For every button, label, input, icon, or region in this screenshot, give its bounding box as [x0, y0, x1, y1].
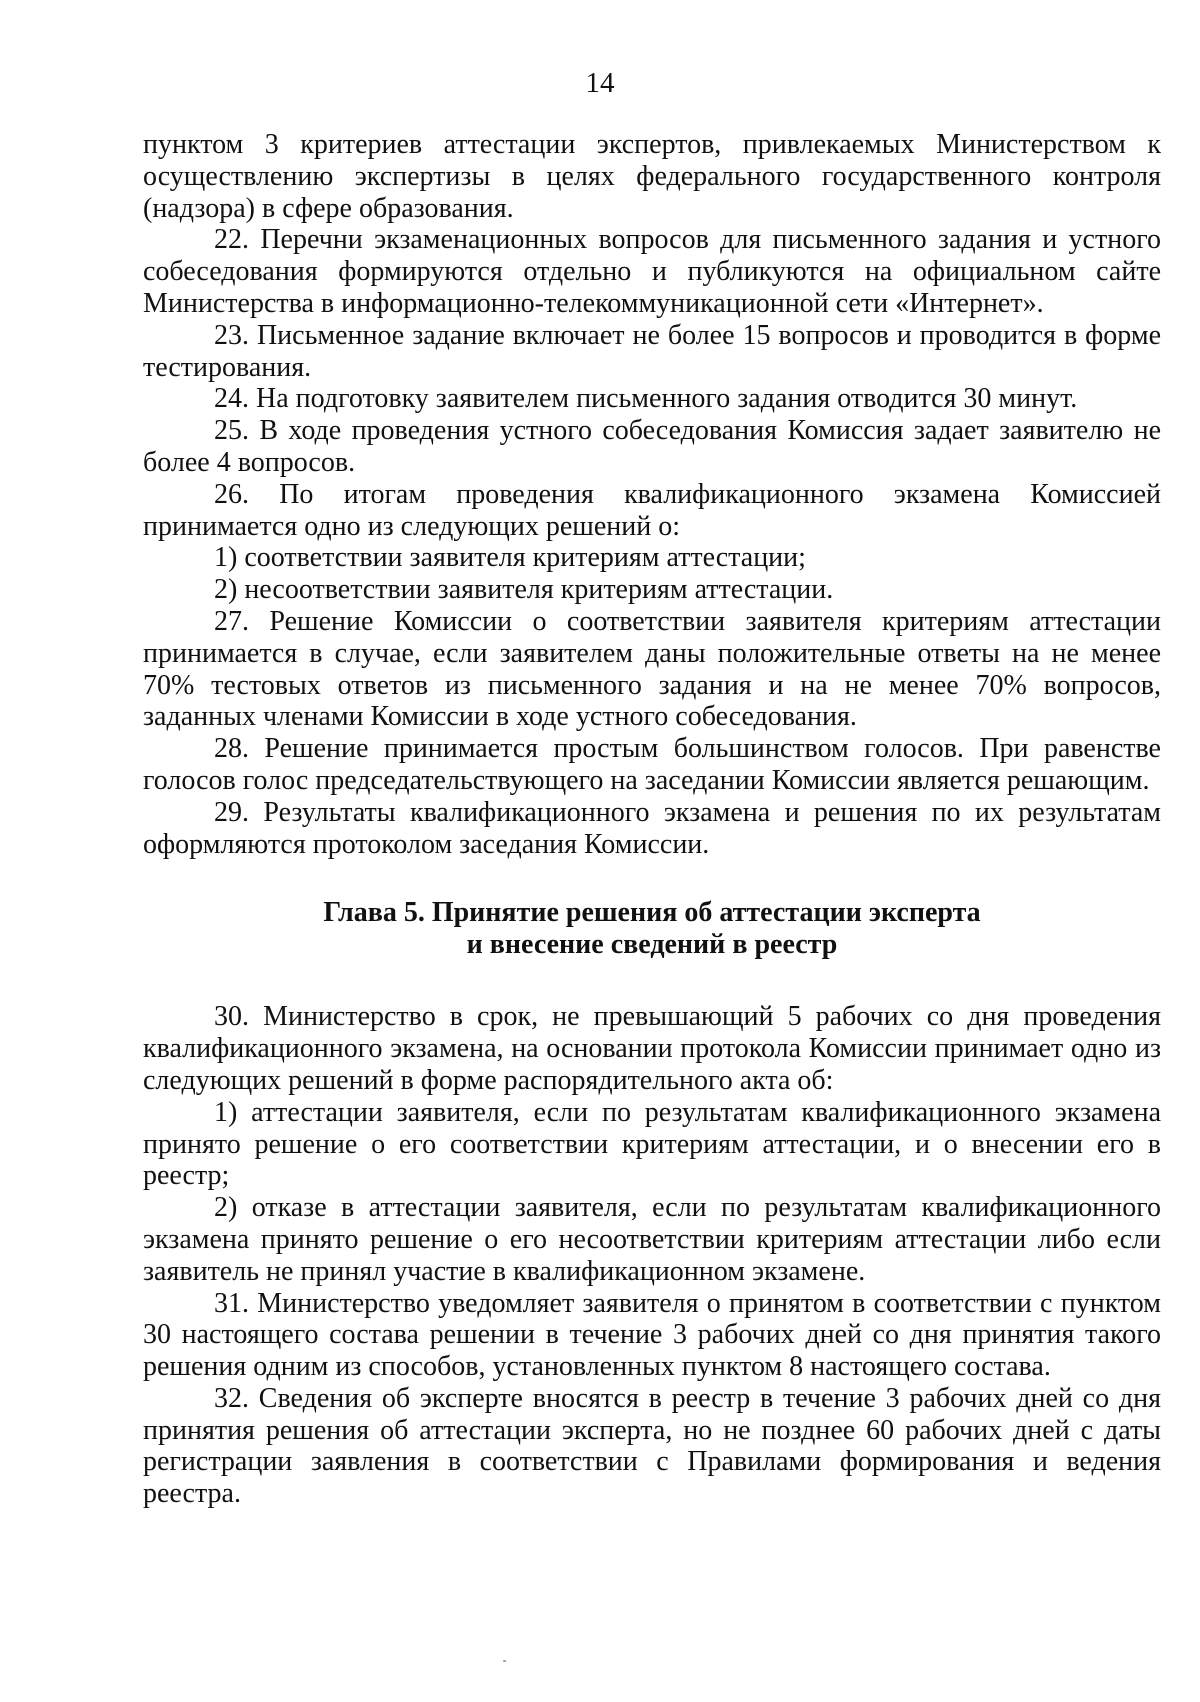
paragraph-30-item-1: 1) аттестации заявителя, если по результатам квалификационного экзамена принято решение о его соответствии критериям аттестации, и о внесении его в реестр; [143, 1096, 1161, 1192]
paragraph-32: 32. Сведения об эксперте вносятся в реестр в течение 3 рабочих дней со дня принятия решения об аттестации эксперта, но не позднее 60 рабочих дней с даты регистрации заявления в соответствии с Правилами формирования и ведения реестра. [143, 1382, 1161, 1510]
paragraph-30-item-2: 2) отказе в аттестации заявителя, если по результатам квалификационного экзамена принято решение о его несоответствии критериям аттестации либо если заявитель не принял участие в квалификационном экзамене. [143, 1192, 1161, 1287]
paragraph-31: 31. Министерство уведомляет заявителя о принятом в соответствии с пунктом 30 настоящего состава решении в течение 3 рабочих дней со дня принятия такого решения одним из способов, установленных пунктом 8 настоящего состава. [143, 1287, 1161, 1383]
paragraph-28: 28. Решение принимается простым большинством голосов. При равенстве голосов голос председательствующего на заседании Комиссии является решающим. [143, 733, 1161, 796]
document-body [143, 129, 1161, 1510]
paragraph-26: 26. По итогам проведения квалификационного экзамена Комиссией принимается одно из следующих решений о: [143, 478, 1161, 542]
paragraph-27: 27. Решение Комиссии о соответствии заявителя критериям аттестации принимается в случае, если заявителем даны положительные ответы на не менее 70% тестовых ответов из письменного задания и на не менее 70% вопросов, заданных членами Комиссии в ходе устного собеседования. [143, 605, 1161, 733]
scan-artifact [503, 1660, 506, 1662]
paragraph-24: 24. На подготовку заявителем письменного задания отводится 30 минут. [214, 383, 1078, 415]
chapter-heading [143, 897, 1161, 961]
paragraph-26-item-2: 2) несоответствии заявителя критериям аттестации. [214, 574, 834, 606]
page-number: 14 [585, 67, 615, 99]
chapter-heading-line-2: и внесение сведений в реестр [466, 929, 838, 961]
paragraph-30: 30. Министерство в срок, не превышающий 5 рабочих со дня проведения квалификационного экзамена, на основании протокола Комиссии принимает одно из следующих решений в форме распорядительного акта об: [143, 1001, 1161, 1096]
paragraph-25: 25. В ходе проведения устного собеседования Комиссия задает заявителю не более 4 вопросов. [143, 415, 1161, 478]
paragraph-26-item-1: 1) соответствии заявителя критериям аттестации; [214, 542, 806, 574]
paragraph-22: 22. Перечни экзаменационных вопросов для письменного задания и устного собеседования формируются отдельно и публикуются на официальном сайте Министерства в информационно-телекоммуникационной сети «Интернет». [143, 224, 1161, 319]
paragraph-23: 23. Письменное задание включает не более 15 вопросов и проводится в форме тестирования. [143, 319, 1161, 383]
paragraph-continuation: пунктом 3 критериев аттестации экспертов, привлекаемых Министерством к осуществлению экспертизы в целях федерального государственного контроля (надзора) в сфере образования. [143, 129, 1161, 224]
chapter-heading-line-1: Глава 5. Принятие решения об аттестации эксперта [323, 897, 981, 929]
paragraph-29: 29. Результаты квалификационного экзамена и решения по их результатам оформляются протоколом заседания Комиссии. [143, 796, 1161, 860]
